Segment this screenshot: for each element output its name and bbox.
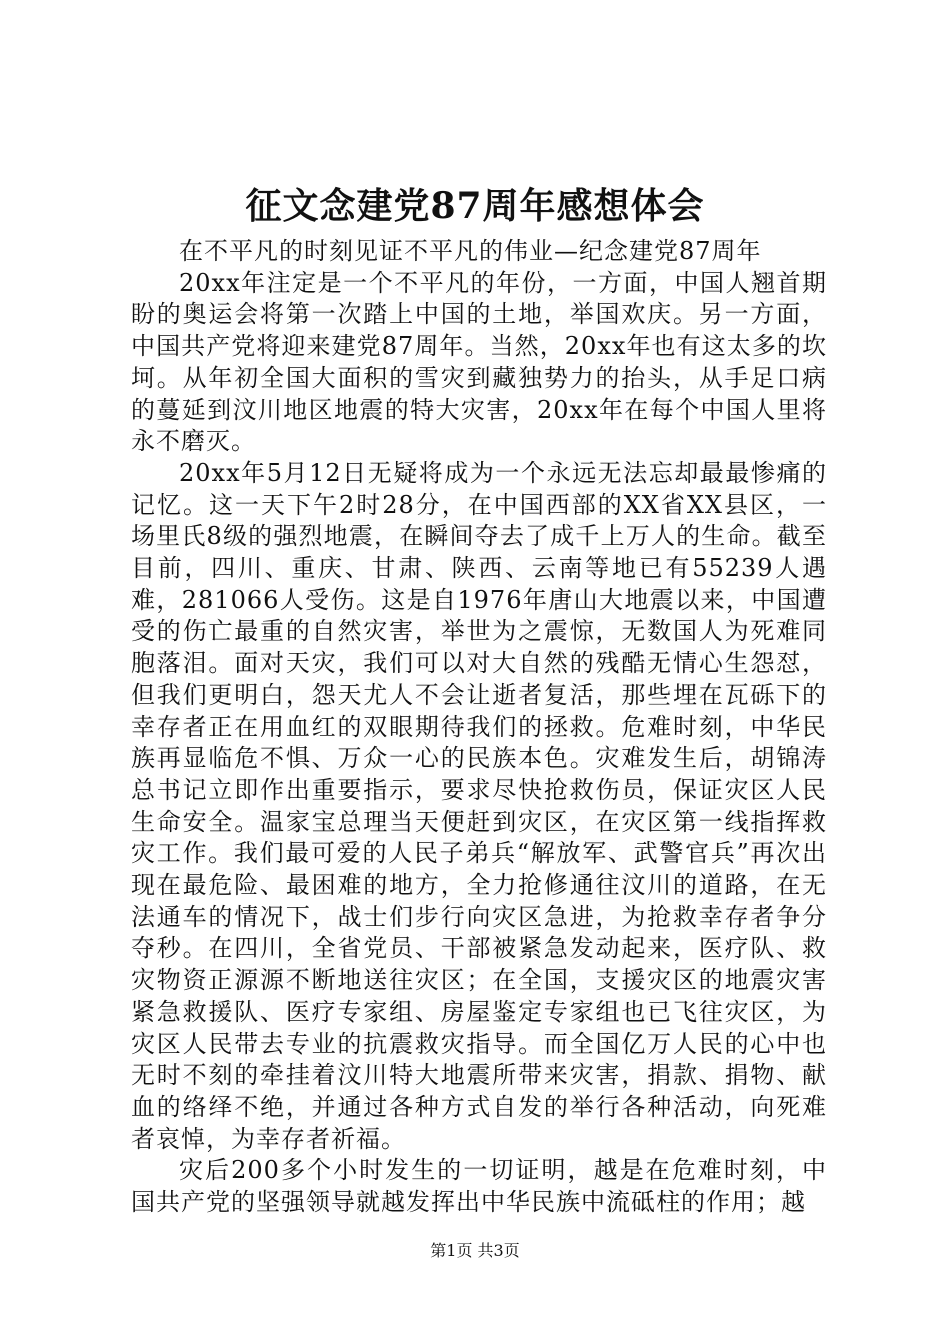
body-paragraph: 20xx年注定是一个不平凡的年份，一方面，中国人翘首期盼的奥运会将第一次踏上中国的土地，举国欢庆。另一方面，中国共产党将迎来建党87周年。当然，20xx年也有这太多的坎坷。从年初全国大面积的雪灾到藏独势力的抬头，从手足口病的蔓延到汶川地区地震的特大灾害，20xx年在每个中国人里将永不磨灭。	[131, 268, 827, 456]
subtitle-paragraph: 在不平凡的时刻见证不平凡的伟业—纪念建党87周年	[179, 237, 762, 265]
document-title: 征文念建党87周年感想体会	[245, 185, 705, 227]
body-paragraph: 灾后200多个小时发生的一切证明，越是在危难时刻，中国共产党的坚强领导就越发挥出中华民族中流砥柱的作用；越	[131, 1156, 827, 1217]
document-body	[131, 236, 827, 1219]
page-number-footer: 第1页 共3页	[430, 1241, 520, 1260]
body-paragraph: 20xx年5月12日无疑将成为一个永远无法忘却最最惨痛的记忆。这一天下午2时28分，在中国西部的XX省XX县区，一场里氏8级的强烈地震，在瞬间夺去了成千上万人的生命。截至目前，四川、重庆、甘肃、陕西、云南等地已有55239人遇难，281066人受伤。这是自1976年唐山大地震以来，中国遭受的伤亡最重的自然灾害，举世为之震惊，无数国人为死难同胞落泪。面对天灾，我们可以对大自然的残酷无情心生怨怼，但我们更明白，怨天尤人不会让逝者复活，那些埋在瓦砾下的幸存者正在用血红的双眼期待我们的拯救。危难时刻，中华民族再显临危不惧、万众一心的民族本色。灾难发生后，胡锦涛总书记立即作出重要指示，要求尽快抢救伤员，保证灾区人民生命安全。温家宝总理当天便赶到灾区，在灾区第一线指挥救灾工作。我们最可爱的人民子弟兵“解放军、武警官兵”再次出现在最危险、最困难的地方，全力抢修通往汶川的道路，在无法通车的情况下，战士们步行向灾区急进，为抢救幸存者争分夺秒。在四川，全省党员、干部被紧急发动起来，医疗队、救灾物资正源源不断地送往灾区；在全国，支援灾区的地震灾害紧急救援队、医疗专家组、房屋鉴定专家组也已飞往灾区，为灾区人民带去专业的抗震救灾指导。而全国亿万人民的心中也无时不刻的牵挂着汶川特大地震所带来灾害，捐款、捐物、献血的络绎不绝，并通过各种方式自发的举行各种活动，向死难者哀悼，为幸存者祈福。	[131, 458, 827, 1153]
